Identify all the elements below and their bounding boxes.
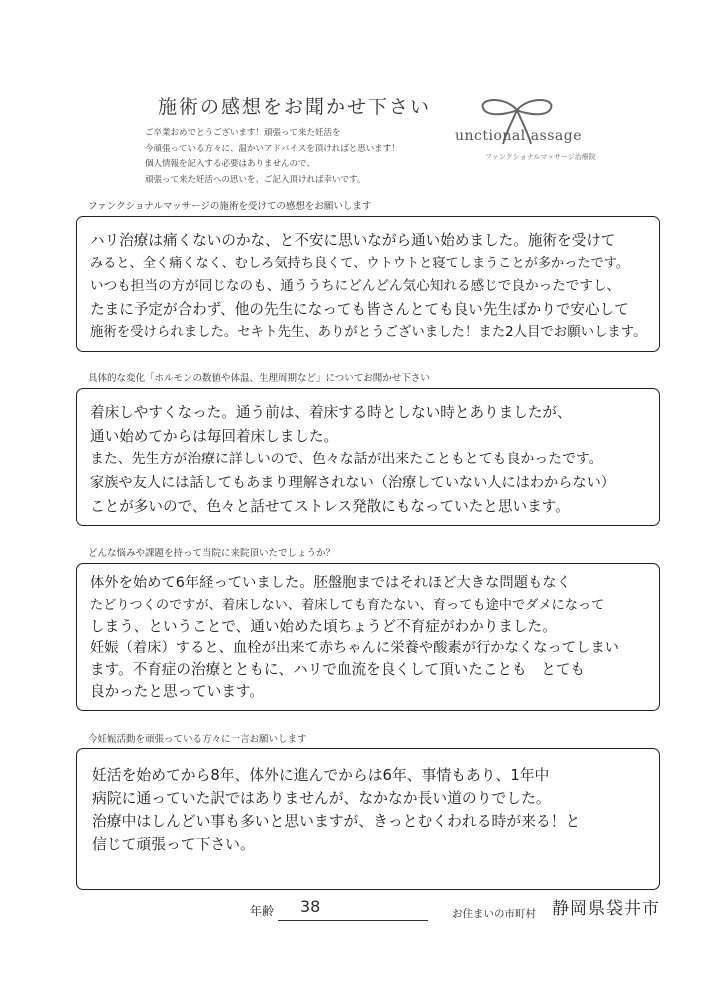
- answer-line: 妊娠（着床）すると、血栓が出来て赤ちゃんに栄養や酸素が行かなくなってしまい: [90, 639, 619, 656]
- answer-line: 施術を受けられました。セキト先生、ありがとうございました！また2人目でお願いします。: [90, 325, 647, 340]
- intro-line: ご卒業おめでとうございます！頑張って来た妊活を: [145, 128, 341, 138]
- answer-line: ハリ治療は痛くないのかな、と不安に思いながら通い始めました。施術を受けて: [90, 232, 616, 249]
- answer-line: 家族や友人には話してもあまり理解されない（治療していない人にはわからない）: [90, 474, 615, 491]
- intro-text: [145, 126, 415, 188]
- answer-line: 治療中はしんどい事も多いと思いますが、きっとむくわれる時が来る！と: [92, 813, 581, 830]
- address-value: 静岡県袋井市: [552, 899, 660, 919]
- intro-line: 個人情報を記入する必要はありませんので、: [145, 159, 315, 169]
- age-label: 年齢: [250, 904, 275, 918]
- answer-line: 良かったと思っています。: [90, 682, 264, 700]
- intro-line: 今頑張っている方々に、温かいアドバイスを頂ければと思います！: [145, 143, 400, 154]
- answer-line: また、先生方が治療に詳しいので、色々な話が出来たこともとても良かったです。: [90, 451, 603, 467]
- answer-line: 体外を始めて6年経っていました。胚盤胞まではそれほど大きな問題もなく: [90, 575, 571, 591]
- answer-line: いつも担当の方が同じなのも、通ううちにどんどん気心知れる感じで良かったですし、: [90, 278, 621, 294]
- intro-line: 頑張って来た妊活への思いを、ご記入頂ければ幸いです。: [145, 174, 366, 185]
- answer-text-changes: [90, 401, 615, 519]
- answer-line: ことが多いので、色々と話せてストレス発散にもなっていたと思います。: [90, 498, 570, 515]
- answer-line: たまに予定が合わず、他の先生になっても皆さんとても良い先生ばかりで安心して: [90, 301, 629, 318]
- answer-text-message: [92, 764, 580, 856]
- answer-line: みると、全く痛くなく、むしろ気持ち良くて、ウトウトと寝てしまうことが多かったです。: [90, 256, 630, 271]
- clinic-logo: [455, 96, 620, 166]
- answer-text-concerns: [90, 573, 619, 702]
- logo-wordmark: unctional assage: [455, 128, 583, 144]
- logo-subtitle: ファンクショナルマッサージ治療院: [485, 153, 596, 161]
- answer-line: 妊活を始めてから8年、体外に進んでからは6年、事情もあり、1年中: [92, 767, 550, 784]
- answer-text-impressions: [90, 229, 646, 344]
- answer-line: 病院に通っていた訳ではありませんが、なかなか長い道のりでした。: [92, 790, 551, 807]
- section-label-message: 今妊娠活動を頑張っている方々に一言お願いします: [88, 734, 307, 745]
- address-label: お住まいの市町村: [452, 908, 536, 920]
- answer-line: 信じて頑張って下さい。: [92, 836, 255, 853]
- section-label-impressions: ファンクショナルマッサージの施術を受けての感想をお願いします: [88, 201, 372, 212]
- section-label-changes: 具体的な変化「ホルモンの数値や体温、生理周期など」についてお聞かせ下さい: [88, 373, 430, 384]
- age-underline: [278, 920, 428, 921]
- age-value: 38: [300, 897, 321, 916]
- answer-line: ます。不育症の治療とともに、ハリで血流を良くして頂いたことも とても: [90, 661, 586, 678]
- answer-line: たどりつくのですが、着床しない、着床しても育たない、育っても途中でダメになって: [90, 597, 605, 613]
- answer-line: 通い始めてからは毎回着床しました。: [90, 427, 339, 445]
- section-label-concerns: どんな悩みや課題を持って当院に来院頂いたでしょうか？: [88, 548, 336, 559]
- answer-line: しまう、ということで、通い始めた頃ちょうど不育症がわかりました。: [90, 618, 557, 635]
- form-title: 施術の感想をお聞かせ下さい: [158, 96, 432, 118]
- answer-line: 着床しやすくなった。通う前は、着床する時としない時とありましたが、: [90, 404, 572, 421]
